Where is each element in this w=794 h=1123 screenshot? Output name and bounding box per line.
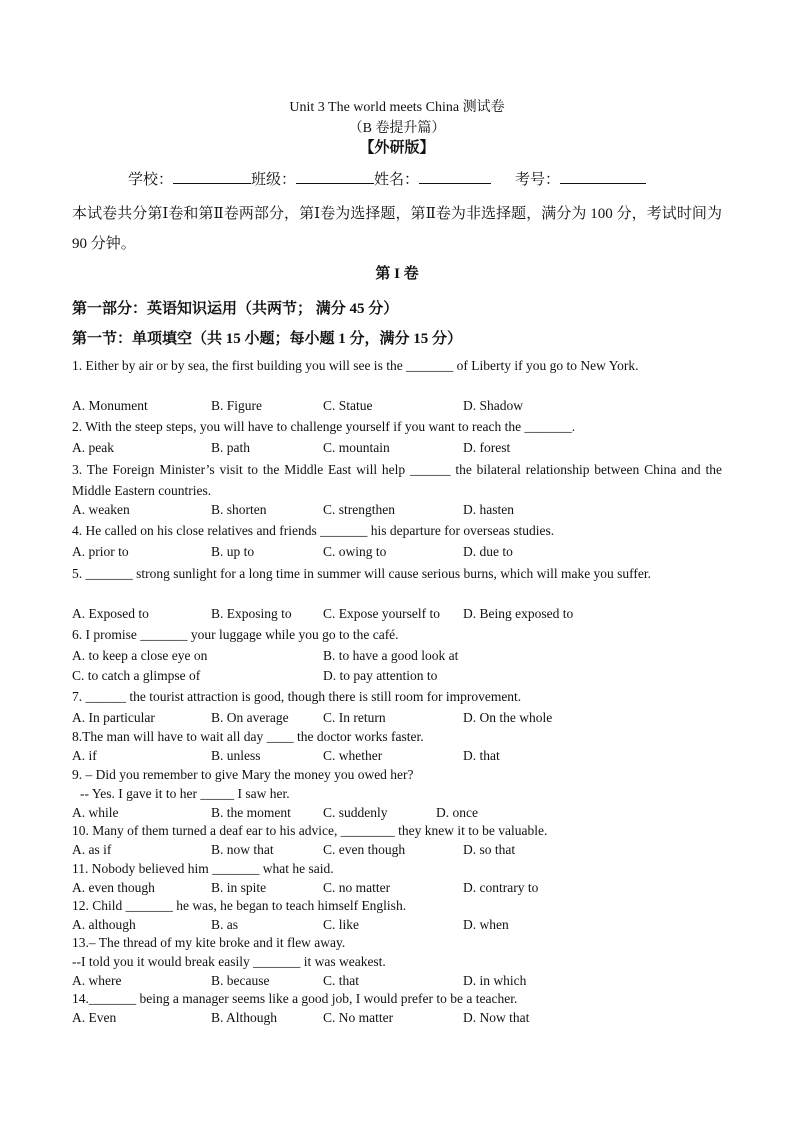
option-c[interactable]: C. even though (323, 842, 406, 857)
option-a[interactable]: A. Exposed to (72, 606, 149, 621)
option-b[interactable]: B. in spite (211, 880, 267, 895)
option-c[interactable]: C. strengthen (323, 502, 395, 517)
option-b[interactable]: B. path (211, 440, 250, 455)
question-13-reply: --I told you it would break easily _______ it was weakest. (72, 954, 386, 969)
question-14: 14._______ being a manager seems like a good job, I would prefer to be a teacher. (72, 991, 518, 1006)
option-b[interactable]: B. unless (211, 748, 261, 763)
option-a[interactable]: A. if (72, 748, 97, 763)
question-9: 9. – Did you remember to give Mary the money you owed her? (72, 767, 414, 782)
option-a[interactable]: A. where (72, 973, 122, 988)
question-4: 4. He called on his close relatives and friends _______ his departure for overseas studies. (72, 523, 555, 538)
option-c[interactable]: C. to catch a glimpse of (72, 668, 201, 683)
question-10: 10. Many of them turned a deaf ear to his advice, ________ they knew it to be valuable. (72, 823, 548, 838)
option-a[interactable]: A. prior to (72, 544, 129, 559)
option-d[interactable]: D. On the whole (463, 710, 553, 725)
option-c[interactable]: C. In return (323, 710, 386, 725)
part-title: 第 I 卷 (375, 266, 419, 282)
question-7: 7. ______ the tourist attraction is good, though there is still room for improvement. (72, 689, 522, 704)
option-a[interactable]: A. Monument (72, 398, 148, 413)
option-d[interactable]: D. once (436, 805, 478, 820)
exam-subtitle: （B 卷提升篇） (348, 121, 446, 136)
option-d[interactable]: D. so that (463, 842, 516, 857)
option-c[interactable]: C. whether (323, 748, 383, 763)
option-c[interactable]: C. owing to (323, 544, 387, 559)
option-d[interactable]: D. hasten (463, 502, 514, 517)
option-b[interactable]: B. to have a good look at (323, 648, 459, 663)
question-2: 2. With the steep steps, you will have to challenge yourself if you want to reach the _______. (72, 419, 576, 434)
number-label: 考号： (515, 172, 561, 188)
option-d[interactable]: D. when (463, 917, 509, 932)
option-d[interactable]: D. that (463, 748, 500, 763)
class-blank[interactable] (296, 169, 374, 184)
option-d[interactable]: D. due to (463, 544, 513, 559)
option-a[interactable]: A. to keep a close eye on (72, 648, 208, 663)
option-b[interactable]: B. Although (211, 1010, 278, 1025)
option-b[interactable]: B. as (211, 917, 238, 932)
school-label: 学校： (128, 172, 174, 188)
question-5: 5. _______ strong sunlight for a long time in summer will cause serious burns, which will make you suffer. (72, 566, 652, 581)
question-11: 11. Nobody believed him _______ what he said. (72, 861, 334, 876)
option-d[interactable]: D. forest (463, 440, 511, 455)
name-blank[interactable] (419, 169, 491, 184)
option-b[interactable]: B. because (211, 973, 270, 988)
option-a[interactable]: A. although (72, 917, 136, 932)
option-d[interactable]: D. to pay attention to (323, 668, 438, 683)
school-blank[interactable] (173, 169, 251, 184)
edition-label: 【外研版】 (359, 140, 435, 156)
option-c[interactable]: C. Expose yourself to (323, 606, 440, 621)
option-a[interactable]: A. In particular (72, 710, 155, 725)
option-b[interactable]: B. Exposing to (211, 606, 292, 621)
option-d[interactable]: D. in which (463, 973, 527, 988)
option-a[interactable]: A. peak (72, 440, 114, 455)
option-a[interactable]: A. as if (72, 842, 112, 857)
option-c[interactable]: C. suddenly (323, 805, 388, 820)
option-d[interactable]: D. Now that (463, 1010, 530, 1025)
question-1: 1. Either by air or by sea, the first building you will see is the _______ of Liberty if you go to New York. (72, 358, 639, 373)
option-b[interactable]: B. the moment (211, 805, 291, 820)
student-info-line (128, 168, 646, 189)
option-a[interactable]: A. weaken (72, 502, 130, 517)
question-12: 12. Child _______ he was, he began to teach himself English. (72, 898, 407, 913)
option-b[interactable]: B. shorten (211, 502, 267, 517)
option-d[interactable]: D. Shadow (463, 398, 523, 413)
question-8: 8.The man will have to wait all day ____ the doctor works faster. (72, 729, 424, 744)
exam-title: Unit 3 The world meets China 测试卷 (289, 100, 505, 115)
subsection-heading: 第一节：单项填空（共 15 小题；每小题 1 分，满分 15 分） (72, 331, 463, 347)
option-c[interactable]: C. like (323, 917, 359, 932)
option-c[interactable]: C. Statue (323, 398, 373, 413)
question-3: 3. The Foreign Minister’s visit to the Middle East will help ______ the bilateral relationship between China and the Middle Eastern countries. (72, 462, 722, 498)
question-6: 6. I promise _______ your luggage while you go to the café. (72, 627, 399, 642)
option-b[interactable]: B. now that (211, 842, 274, 857)
option-b[interactable]: B. Figure (211, 398, 263, 413)
option-b[interactable]: B. On average (211, 710, 289, 725)
option-c[interactable]: C. mountain (323, 440, 390, 455)
option-a[interactable]: A. while (72, 805, 119, 820)
question-9-reply: -- Yes. I gave it to her _____ I saw her. (80, 786, 290, 801)
name-label: 姓名： (374, 172, 420, 188)
question-13: 13.– The thread of my kite broke and it flew away. (72, 935, 346, 950)
exam-instructions: 本试卷共分第Ⅰ卷和第Ⅱ卷两部分，第Ⅰ卷为选择题，第Ⅱ卷为非选择题，满分为 100 分，考试时间为 90 分钟。 (72, 206, 722, 252)
option-a[interactable]: A. even though (72, 880, 155, 895)
option-a[interactable]: A. Even (72, 1010, 117, 1025)
option-d[interactable]: D. contrary to (463, 880, 539, 895)
number-blank[interactable] (560, 169, 646, 184)
option-c[interactable]: C. no matter (323, 880, 391, 895)
section-heading: 第一部分：英语知识运用（共两节； 满分 45 分） (72, 301, 399, 317)
option-d[interactable]: D. Being exposed to (463, 606, 574, 621)
class-label: 班级： (251, 172, 297, 188)
option-c[interactable]: C. that (323, 973, 359, 988)
option-b[interactable]: B. up to (211, 544, 255, 559)
option-c[interactable]: C. No matter (323, 1010, 394, 1025)
